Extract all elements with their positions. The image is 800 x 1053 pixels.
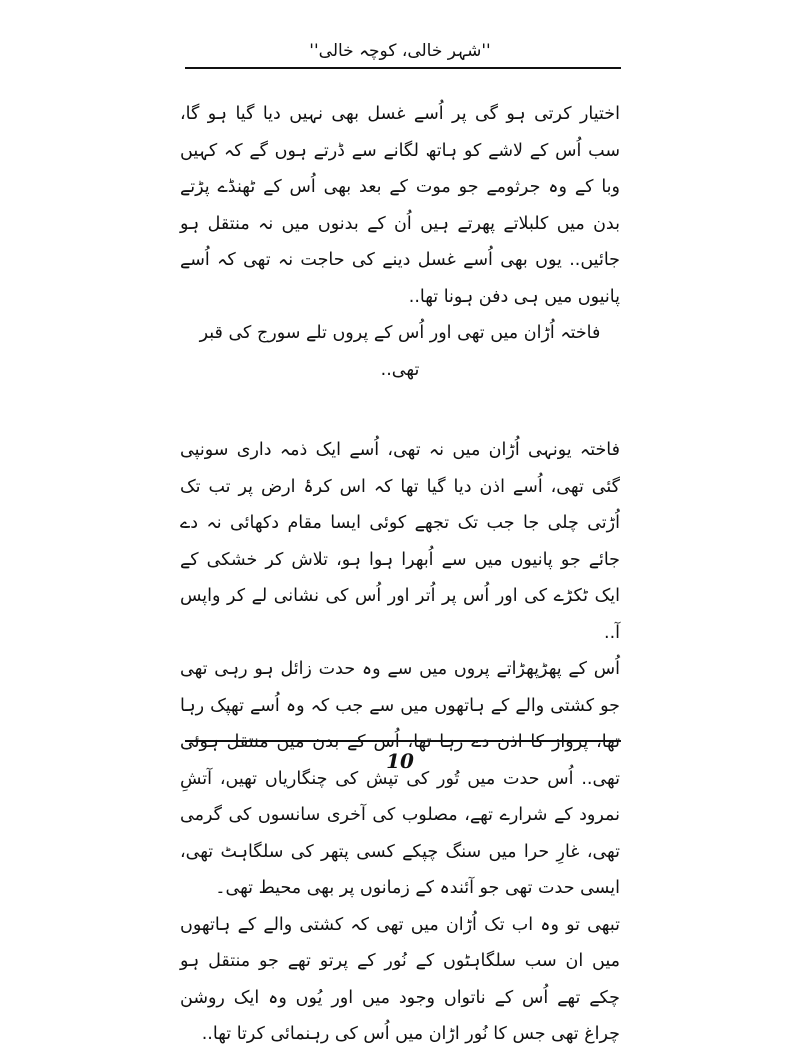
paragraph: فاختہ اُڑان میں تھی اور اُس کے پروں تلے سورج کی قبر تھی..: [199, 323, 601, 380]
paragraph: فاختہ یونہی اُڑان میں نہ تھی، اُسے ایک ذمہ داری سونپی گئی تھی، اُسے اذن دیا گیا تھا کہ اس کرۂ ارض پر تب تک اُڑتی چلی جا جب تک تجھے کوئی ایسا مقام دکھائی نہ دے جائے جو پانیوں میں سے اُبھرا ہوا ہو، تلاش کر خشکی کے ایک ٹکڑے کی اور اُس پر اُتر اور اُس کی نشانی لے کر واپس آ..: [180, 440, 620, 643]
paragraph: تبھی تو وہ اب تک اُڑان میں تھی کہ کشتی والے کے ہاتھوں میں ان سب سلگاہٹوں کے نُور کے پرتو تھے جو منتقل ہو چکے تھے اُس کے ناتواں وجود میں اور یُوں وہ ایک روشن چراغ تھی جس کا نُور اڑان میں اُس کی رہنمائی کرتا تھا..: [180, 914, 620, 1044]
paragraph: اختیار کرتی ہو گی پر اُسے غسل بھی نہیں دیا گیا ہو گا، سب اُس کے لاشے کو ہاتھ لگانے سے ڈرتے ہوں گے کہ کہیں وبا کے وہ جرثومے جو موت کے بعد بھی اُس کے ٹھنڈے پڑتے بدن میں کلبلاتے پھرتے ہیں اُن کے بدنوں میں نہ منتقل ہو جائیں.. یوں بھی اُسے غسل دینے کی حاجت نہ تھی کہ اُسے پانیوں میں ہی دفن ہونا تھا..: [180, 104, 620, 307]
running-title: ''شہر خالی، کوچہ خالی'': [309, 41, 491, 61]
footer-rule: [185, 740, 621, 742]
header-rule: [185, 67, 621, 69]
paragraph: اُس کے پھڑپھڑاتے پروں میں سے وہ حدت زائل ہو رہی تھی جو کشتی والے کے ہاتھوں میں سے جب کہ وہ اُسے تھپک رہا تھا، پرواز کا اذن دے رہا تھا، اُس کے بدن میں منتقل ہوئی تھی.. اُس حدت میں تُور کی تپش کی چنگاریاں تھیں، آتشِ نمرود کے شرارے تھے، مصلوب کی آخری سانسوں کی گرمی تھی، غارِ حرا میں سنگ چپکے کسی پتھر کی سلگاہٹ تھی، ایسی حدت تھی جو آئندہ کے زمانوں پر بھی محیط تھی۔: [180, 659, 620, 898]
page-number: 10: [386, 749, 414, 773]
paragraph-gap: [180, 388, 620, 432]
